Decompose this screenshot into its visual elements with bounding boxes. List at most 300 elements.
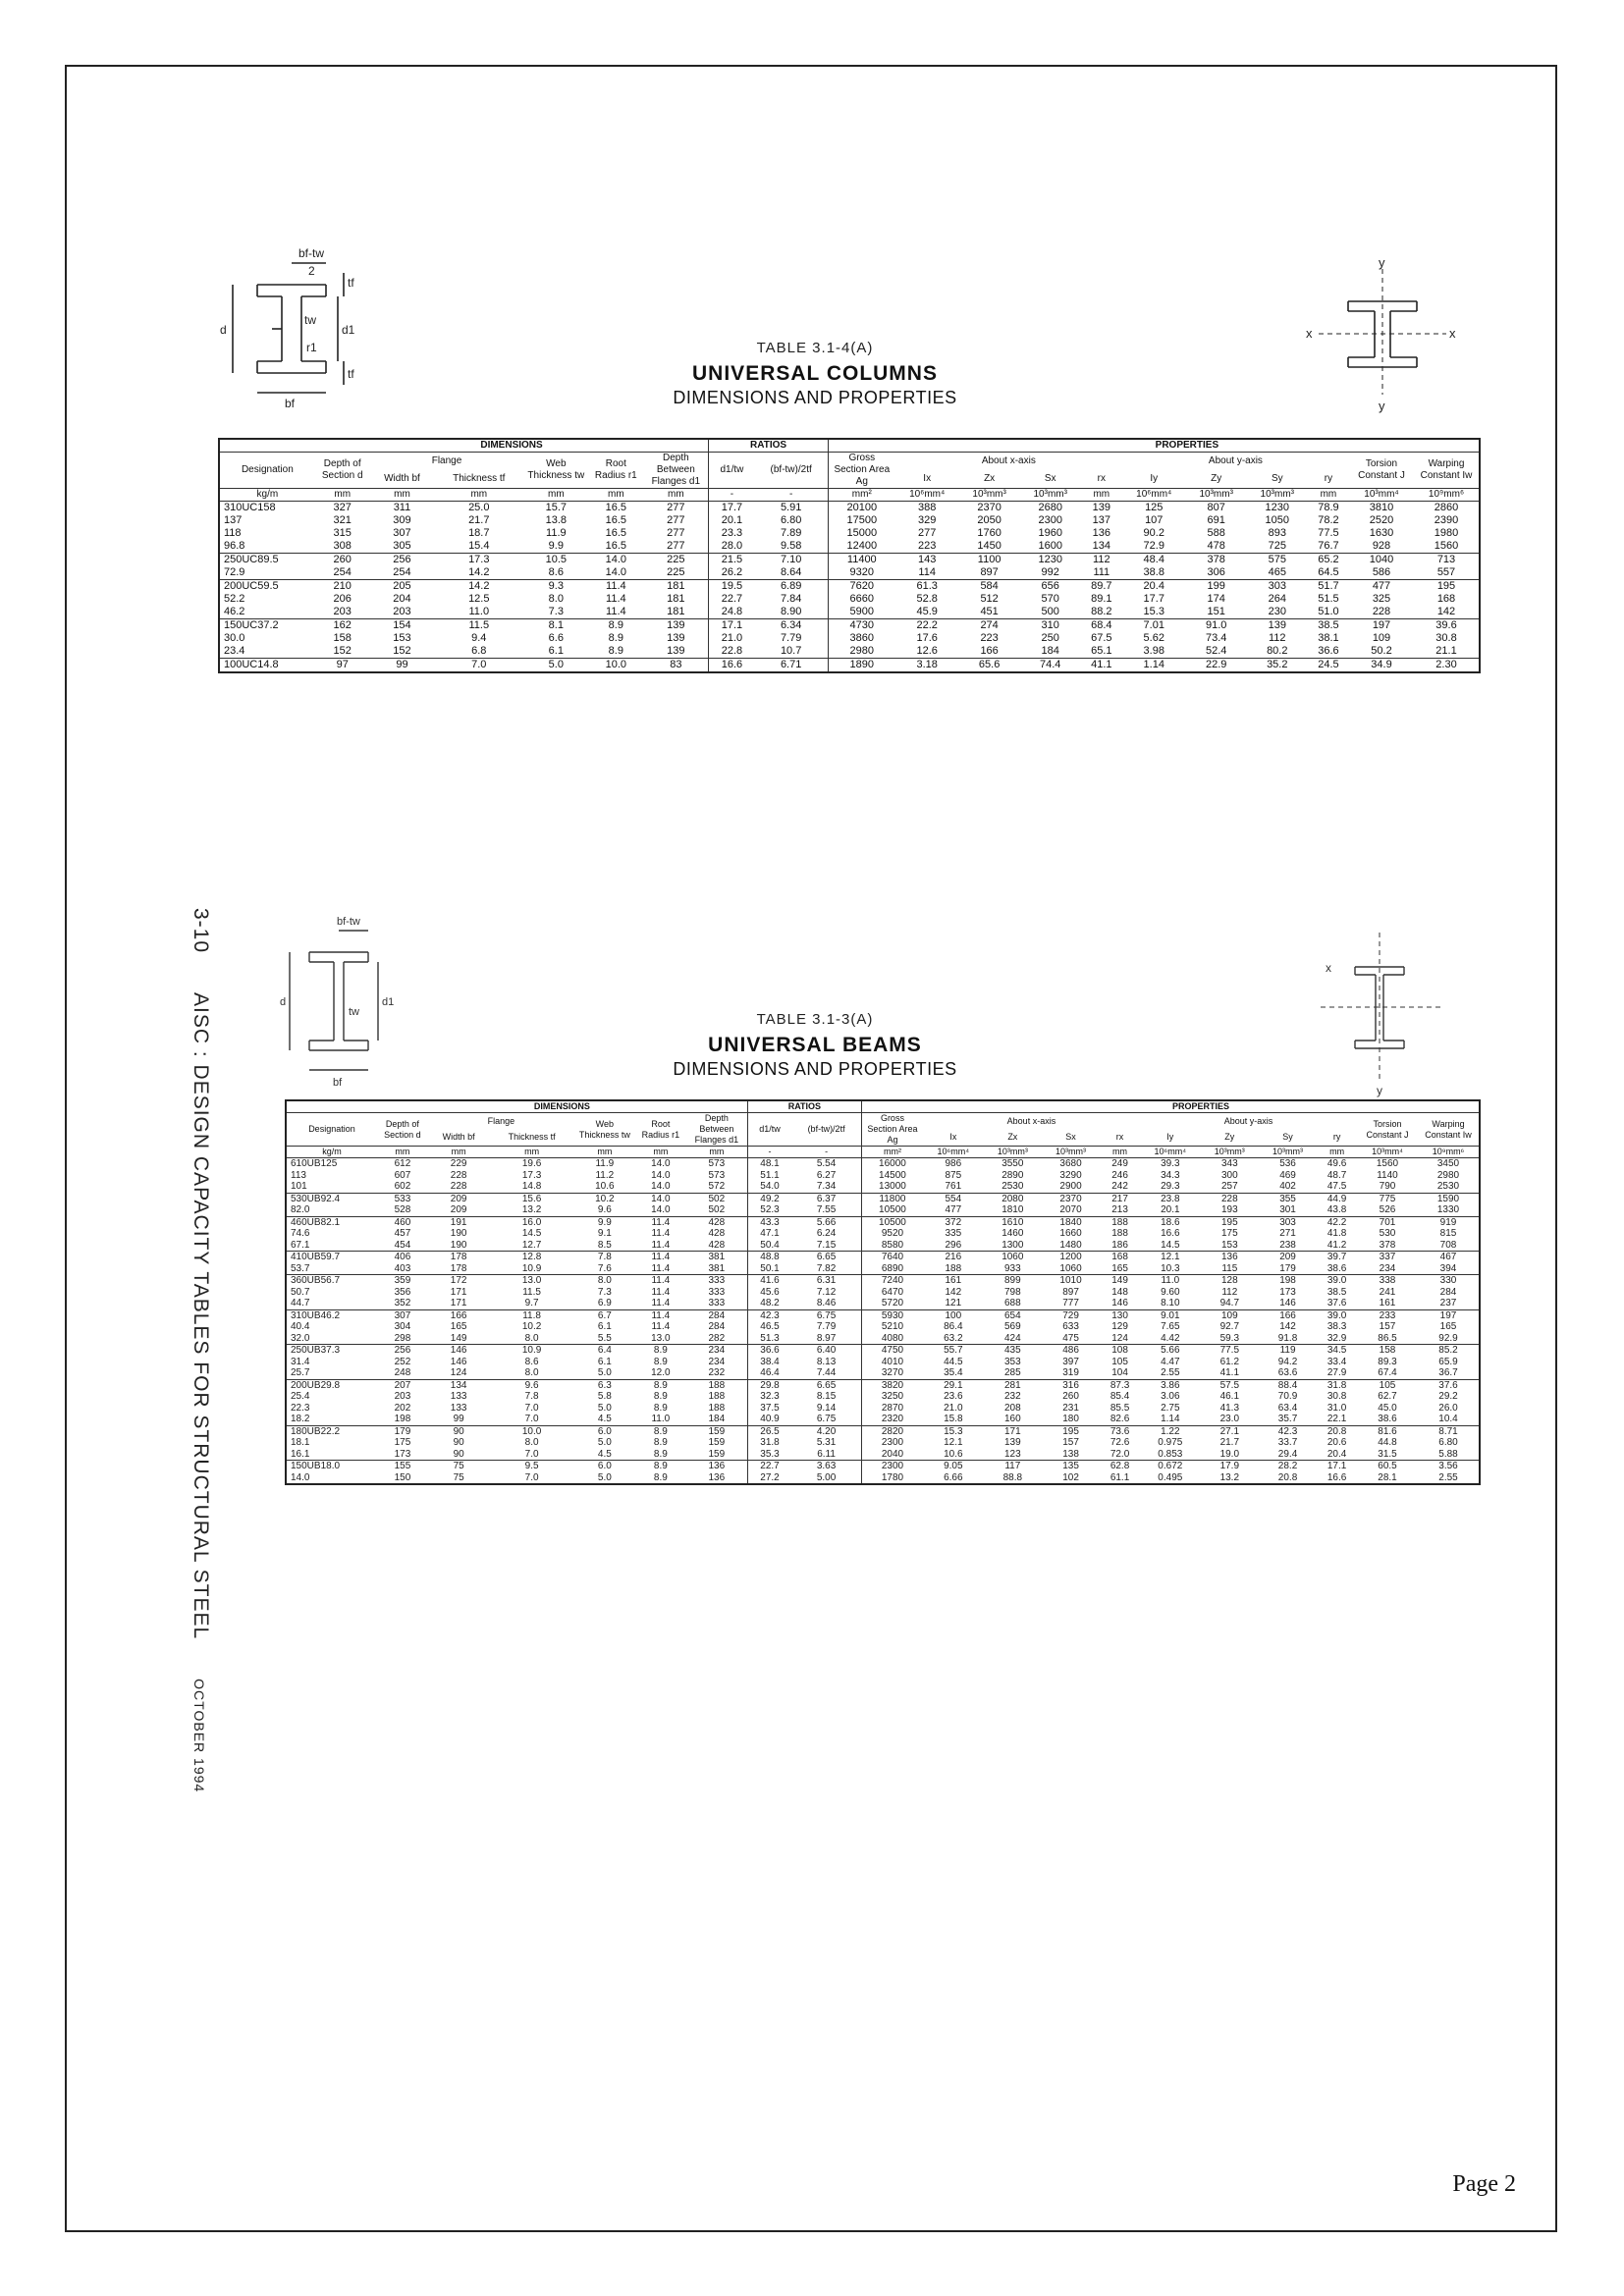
columns-value-cell: 277 [918, 527, 937, 539]
beams-value-cell: 188 [708, 1391, 726, 1402]
beams-value-cell: 175 [1220, 1228, 1238, 1239]
beams-designation-cell: 310UB46.2 [286, 1309, 377, 1321]
beams-value-cell: 5.0 [597, 1471, 612, 1483]
header-width: Width bf [384, 473, 420, 484]
beams-designation-cell: 67.1 [291, 1239, 310, 1251]
beams-value-cell: 6.80 [1438, 1437, 1458, 1448]
beams-value-cell: 44.9 [1317, 1193, 1357, 1204]
beam-header-about-x: About x-axis [1006, 1115, 1056, 1126]
header-between: Depth Between Flanges d1 [651, 453, 701, 487]
beams-value-cell: 50.4 [747, 1240, 791, 1252]
beams-value-cell: 1010 [1042, 1275, 1100, 1287]
beams-value-cell: 234 [708, 1356, 726, 1367]
beams-value-cell: 10.2 [574, 1193, 635, 1204]
beams-value-cell: 90 [453, 1437, 464, 1448]
beams-value-cell: 10.2 [521, 1321, 542, 1332]
beams-value-cell: 41.6 [747, 1275, 791, 1287]
columns-value-cell: 112 [1269, 632, 1286, 644]
beams-value-cell: 94.2 [1277, 1356, 1298, 1367]
beams-value-cell: 44.8 [1378, 1437, 1397, 1448]
columns-unit-cell: mm [588, 489, 643, 502]
columns-value-cell: 254 [393, 566, 411, 578]
beams-unit-cell: mm [574, 1147, 635, 1158]
beams-value-cell: 397 [1062, 1356, 1079, 1367]
beams-designation-cell: 31.4 [291, 1356, 310, 1367]
beams-value-cell: 20.8 [1317, 1425, 1357, 1437]
beams-table-body [286, 1158, 1480, 1485]
beams-value-cell: 428 [686, 1216, 748, 1228]
beams-value-cell: 6.75 [816, 1414, 837, 1424]
beams-designation-cell: 113 [291, 1169, 306, 1181]
beams-value-cell: 85.4 [1110, 1391, 1130, 1402]
beams-value-cell: 232 [1003, 1391, 1021, 1402]
beams-value-cell: 233 [1357, 1309, 1418, 1321]
beams-value-cell: 171 [450, 1298, 467, 1308]
columns-row [219, 632, 1480, 645]
columns-row [219, 659, 1480, 673]
columns-value-cell: 223 [980, 632, 999, 644]
beams-value-cell: 406 [377, 1252, 428, 1263]
beams-value-cell: 11.4 [635, 1252, 686, 1263]
columns-value-cell: 306 [1207, 566, 1225, 578]
beams-row [286, 1263, 1480, 1275]
beams-value-cell: 2.55 [1161, 1367, 1180, 1378]
columns-value-cell: 38.1 [1318, 632, 1339, 644]
columns-value-cell: 588 [1207, 527, 1225, 539]
beams-unit-cell: mm [1100, 1147, 1140, 1158]
beam-header-between: Depth Between Flanges d1 [694, 1113, 739, 1145]
beams-value-cell: 260 [1062, 1391, 1079, 1402]
columns-designation-cell: 100UC14.8 [219, 659, 315, 673]
beams-value-cell: 4.5 [597, 1414, 612, 1424]
beams-value-cell: 257 [1220, 1181, 1238, 1192]
columns-value-cell: 5900 [828, 606, 895, 619]
columns-value-cell: 136 [1092, 527, 1110, 539]
beams-value-cell: 4.5 [597, 1448, 612, 1460]
beams-value-cell: 124 [1111, 1332, 1128, 1344]
columns-value-cell: 39.6 [1414, 619, 1480, 633]
columns-value-cell: 309 [393, 514, 411, 526]
beams-value-cell: 7640 [861, 1252, 923, 1263]
columns-value-cell: 6.6 [548, 632, 564, 644]
columns-value-cell: 225 [667, 566, 685, 578]
beams-designation-cell: 200UB29.8 [286, 1379, 377, 1391]
columns-unit-cell: 10³mm³ [1247, 489, 1308, 502]
beams-value-cell: 1610 [984, 1216, 1042, 1228]
beams-value-cell: 8.6 [524, 1356, 539, 1367]
beams-value-cell: 48.2 [747, 1298, 791, 1309]
beams-designation-cell: 101 [291, 1181, 307, 1192]
header-flange: Flange [431, 455, 462, 466]
beams-unit-cell: 10⁹mm⁶ [1418, 1147, 1480, 1158]
columns-row [219, 540, 1480, 554]
beams-value-cell: 7.3 [597, 1286, 612, 1298]
columns-value-cell: 477 [1349, 580, 1414, 594]
beams-value-cell: 238 [1279, 1239, 1296, 1251]
beams-value-cell: 136 [686, 1461, 748, 1472]
beams-value-cell: 39.0 [1317, 1275, 1357, 1287]
beams-value-cell: 6.65 [791, 1252, 861, 1263]
beams-value-cell: 209 [428, 1193, 489, 1204]
beams-value-cell: 179 [377, 1425, 428, 1437]
beams-value-cell: 40.9 [747, 1414, 791, 1425]
columns-value-cell: 6660 [828, 593, 895, 606]
beams-unit-cell: mm [686, 1147, 748, 1158]
beams-value-cell: 248 [394, 1367, 411, 1378]
beams-value-cell: 193 [1220, 1204, 1238, 1215]
columns-value-cell: 570 [1041, 593, 1059, 605]
columns-value-cell: 34.9 [1349, 659, 1414, 673]
beams-value-cell: 729 [1042, 1309, 1100, 1321]
beams-unit-cell: 10⁶mm⁴ [923, 1147, 984, 1158]
beams-value-cell: 2300 [861, 1437, 923, 1449]
beams-value-cell: 16.6 [1161, 1228, 1180, 1239]
beam-axis-label-y: y [1377, 1084, 1382, 1097]
columns-value-cell: 277 [667, 527, 685, 539]
columns-value-cell: 99 [370, 659, 435, 673]
columns-value-cell: 16.5 [605, 514, 627, 526]
beam-axis-label-x: x [1326, 961, 1331, 975]
beams-value-cell: 61.2 [1219, 1356, 1240, 1367]
beams-value-cell: 63.4 [1277, 1402, 1298, 1414]
beam-axes-diagram [1306, 923, 1453, 1099]
columns-value-cell: 64.5 [1318, 566, 1339, 578]
beams-value-cell: 457 [394, 1228, 411, 1239]
beams-value-cell: 761 [945, 1181, 962, 1192]
beams-value-cell: 7.0 [524, 1414, 539, 1424]
columns-value-cell: 14.2 [434, 580, 523, 594]
header-designation: Designation [241, 464, 294, 475]
beams-value-cell: 607 [394, 1169, 411, 1181]
columns-value-cell: 512 [980, 593, 999, 605]
beam-header-thickness: Thickness tf [508, 1132, 556, 1143]
columns-value-cell: 20.1 [709, 514, 755, 527]
beams-value-cell: 73.6 [1100, 1425, 1140, 1437]
columns-unit-cell: mm [1081, 489, 1122, 502]
beams-value-cell: 1140 [1377, 1169, 1398, 1181]
beams-value-cell: 330 [1418, 1275, 1480, 1287]
columns-unit-cell: mm [1308, 489, 1349, 502]
columns-value-cell: 181 [643, 580, 709, 594]
beams-value-cell: 359 [377, 1275, 428, 1287]
columns-value-cell: 451 [980, 606, 999, 617]
beams-value-cell: 173 [394, 1448, 411, 1460]
beams-value-cell: 9.05 [923, 1461, 984, 1472]
columns-value-cell: 6.89 [755, 580, 829, 594]
beam-header-torsion: Torsion Constant J [1366, 1118, 1409, 1140]
beams-value-cell: 171 [984, 1425, 1042, 1437]
beams-value-cell: 37.6 [1418, 1379, 1480, 1391]
beams-value-cell: 5.5 [597, 1332, 612, 1344]
beams-value-cell: 316 [1042, 1379, 1100, 1391]
beams-value-cell: 157 [1062, 1437, 1079, 1448]
beams-row [286, 1287, 1480, 1299]
columns-value-cell: 8.6 [548, 566, 564, 578]
columns-row [219, 566, 1480, 580]
beams-value-cell: 337 [1357, 1252, 1418, 1263]
beams-value-cell: 4010 [861, 1357, 923, 1368]
beams-value-cell: 4750 [861, 1345, 923, 1357]
columns-value-cell: 230 [1268, 606, 1286, 617]
columns-value-cell: 22.2 [895, 619, 959, 633]
beams-value-cell: 119 [1259, 1345, 1317, 1357]
beams-value-cell: 31.5 [1378, 1448, 1397, 1460]
columns-value-cell: 65.1 [1091, 645, 1112, 657]
beams-value-cell: 7.6 [597, 1262, 612, 1274]
beams-value-cell: 3.56 [1418, 1461, 1480, 1472]
columns-value-cell: 6.34 [755, 619, 829, 633]
columns-designation-cell: 30.0 [224, 632, 245, 644]
columns-value-cell: 225 [643, 554, 709, 567]
beams-row [286, 1414, 1480, 1425]
beams-value-cell: 47.5 [1326, 1181, 1347, 1192]
columns-value-cell: 310 [1020, 619, 1081, 633]
beams-value-cell: 198 [394, 1414, 411, 1424]
columns-value-cell: 321 [333, 514, 352, 526]
columns-value-cell: 52.8 [916, 593, 938, 605]
beam-dim-label-bf: bf [333, 1077, 343, 1089]
beams-value-cell: 19.0 [1219, 1448, 1240, 1460]
columns-value-cell: 107 [1145, 514, 1164, 526]
beams-subtitle: DIMENSIONS AND PROPERTIES [673, 1059, 957, 1079]
columns-value-cell: 893 [1268, 527, 1286, 539]
beams-value-cell: 38.4 [747, 1357, 791, 1368]
beams-value-cell: 502 [708, 1204, 726, 1215]
columns-value-cell: 50.2 [1371, 645, 1392, 657]
beams-value-cell: 8.46 [816, 1298, 837, 1308]
beams-value-cell: 353 [1003, 1356, 1021, 1367]
beams-value-cell: 179 [1279, 1262, 1296, 1274]
beams-value-cell: 46.1 [1219, 1391, 1240, 1402]
beams-value-cell: 59.3 [1219, 1332, 1240, 1344]
columns-value-cell: 7620 [828, 580, 895, 594]
beams-value-cell: 6.1 [597, 1321, 612, 1332]
beams-value-cell: 190 [450, 1228, 467, 1239]
columns-value-cell: 22.7 [709, 593, 755, 606]
columns-value-cell: 80.2 [1267, 645, 1288, 657]
beams-value-cell: 72.6 [1110, 1437, 1130, 1448]
beams-value-cell: 3.06 [1161, 1391, 1180, 1402]
beams-value-cell: 85.5 [1110, 1402, 1130, 1414]
beams-value-cell: 130 [1100, 1309, 1140, 1321]
beams-value-cell: 136 [708, 1471, 726, 1483]
header-spacer-2 [828, 439, 895, 453]
beams-value-cell: 35.3 [747, 1449, 791, 1461]
columns-value-cell: 197 [1349, 619, 1414, 633]
columns-value-cell: 4730 [828, 619, 895, 633]
beams-value-cell: 282 [708, 1332, 726, 1344]
beam-header-zy: Zy [1224, 1132, 1235, 1143]
beams-value-cell: 124 [450, 1367, 467, 1378]
columns-value-cell: 76.7 [1318, 540, 1339, 552]
columns-value-cell: 204 [393, 593, 411, 605]
beams-value-cell: 536 [1279, 1158, 1296, 1169]
columns-value-cell: 109 [1372, 632, 1391, 644]
beams-value-cell: 14.0 [651, 1169, 671, 1181]
beams-value-cell: 38.6 [1326, 1262, 1347, 1274]
columns-value-cell: 91.0 [1186, 619, 1247, 633]
columns-value-cell: 78.9 [1318, 502, 1339, 513]
beams-value-cell: 9.6 [489, 1379, 573, 1391]
beams-designation-cell: 40.4 [291, 1321, 310, 1332]
beams-value-cell: 15.6 [489, 1193, 573, 1204]
beams-designation-cell: 180UB22.2 [286, 1425, 377, 1437]
beams-value-cell: 65.9 [1438, 1356, 1458, 1367]
columns-unit-cell: 10³mm³ [1186, 489, 1247, 502]
header-dimensions: DIMENSIONS [315, 439, 709, 453]
columns-designation-cell: 310UC158 [224, 502, 276, 513]
beams-value-cell: 23.8 [1140, 1193, 1201, 1204]
columns-unit-cell: kg/m [219, 489, 315, 502]
columns-value-cell: 151 [1207, 606, 1225, 617]
beams-value-cell: 89.3 [1378, 1356, 1397, 1367]
column-section-diagram [218, 236, 395, 432]
beam-header-area: Gross Section Area Ag [861, 1113, 923, 1147]
columns-value-cell: 15.4 [468, 540, 490, 552]
beams-value-cell: 188 [945, 1262, 962, 1274]
columns-value-cell: 8.9 [608, 645, 623, 657]
beams-value-cell: 11800 [861, 1193, 923, 1204]
beams-value-cell: 533 [377, 1193, 428, 1204]
beams-value-cell: 160 [1003, 1414, 1021, 1424]
beams-value-cell: 12.8 [489, 1252, 573, 1263]
columns-units-row [219, 489, 1480, 502]
beams-value-cell: 197 [1418, 1309, 1480, 1321]
beams-value-cell: 86.4 [944, 1321, 963, 1332]
beams-value-cell: 3270 [861, 1367, 923, 1379]
columns-value-cell: 9.3 [523, 580, 588, 594]
beams-value-cell: 1.14 [1161, 1414, 1180, 1424]
beams-value-cell: 2320 [861, 1414, 923, 1425]
beams-value-cell: 18.6 [1140, 1216, 1201, 1228]
columns-value-cell: 897 [980, 566, 999, 578]
beams-value-cell: 2370 [1042, 1193, 1100, 1204]
beams-value-cell: 6.24 [816, 1228, 837, 1239]
columns-value-cell: 1450 [977, 540, 1001, 552]
beams-value-cell: 343 [1220, 1158, 1238, 1169]
beams-value-cell: 6.3 [574, 1379, 635, 1391]
beams-value-cell: 9.1 [597, 1228, 612, 1239]
beams-value-cell: 178 [450, 1262, 467, 1274]
beams-value-cell: 42.2 [1317, 1216, 1357, 1228]
columns-value-cell: 7.89 [780, 527, 802, 539]
beams-value-cell: 32.9 [1326, 1332, 1347, 1344]
beams-value-cell: 41.2 [1326, 1239, 1347, 1251]
beams-value-cell: 7.44 [816, 1367, 837, 1378]
columns-value-cell: 137 [1092, 514, 1110, 526]
columns-value-cell: 16.5 [605, 502, 627, 513]
columns-value-cell: 274 [959, 619, 1020, 633]
beams-value-cell: 5720 [861, 1298, 923, 1309]
columns-value-cell: 139 [667, 632, 685, 644]
beams-value-cell: 146 [450, 1356, 467, 1367]
columns-value-cell: 7.10 [755, 554, 829, 567]
beams-value-cell: 43.3 [747, 1216, 791, 1228]
beams-unit-cell: mm [1317, 1147, 1357, 1158]
beams-value-cell: 790 [1379, 1181, 1396, 1192]
columns-value-cell: 10.5 [523, 554, 588, 567]
beams-designation-cell: 50.7 [291, 1286, 310, 1298]
columns-value-cell: 14.2 [468, 566, 490, 578]
beams-row [286, 1204, 1480, 1216]
beams-value-cell: 27.9 [1326, 1367, 1347, 1378]
columns-value-cell: 3810 [1369, 502, 1394, 513]
beams-value-cell: 77.5 [1201, 1345, 1259, 1357]
columns-value-cell: 21.0 [709, 632, 755, 645]
beams-value-cell: 208 [1003, 1402, 1021, 1414]
beams-value-cell: 10.6 [595, 1181, 615, 1192]
columns-value-cell: 139 [1092, 502, 1110, 513]
beams-unit-cell: mm [377, 1147, 428, 1158]
columns-value-cell: 315 [333, 527, 352, 539]
beams-value-cell: 229 [450, 1158, 467, 1169]
beams-value-cell: 3550 [1001, 1158, 1024, 1169]
beam-header-rx: rx [1115, 1132, 1124, 1143]
beams-value-cell: 8.13 [816, 1356, 837, 1367]
beams-value-cell: 3450 [1436, 1158, 1460, 1169]
beams-value-cell: 241 [1379, 1286, 1396, 1298]
beams-value-cell: 10.9 [521, 1262, 542, 1274]
columns-value-cell: 111 [1093, 566, 1110, 578]
columns-value-cell: 308 [333, 540, 352, 552]
beams-value-cell: 986 [945, 1158, 962, 1169]
beams-value-cell: 933 [1003, 1262, 1021, 1274]
columns-value-cell: 307 [393, 527, 411, 539]
columns-value-cell: 7.01 [1122, 619, 1186, 633]
columns-value-cell: 114 [918, 566, 936, 578]
beams-value-cell: 26.5 [747, 1425, 791, 1437]
beams-value-cell: 9.01 [1140, 1309, 1201, 1321]
beams-value-cell: 22.7 [747, 1461, 791, 1472]
columns-value-cell: 465 [1268, 566, 1286, 578]
columns-value-cell: 21.7 [468, 514, 490, 526]
beams-value-cell: 428 [708, 1239, 726, 1251]
beams-value-cell: 8.9 [653, 1471, 668, 1483]
header-iy: Iy [1150, 473, 1159, 484]
beams-designation-cell: 460UB82.1 [286, 1216, 377, 1228]
beams-value-cell: 12.1 [1140, 1252, 1201, 1263]
columns-value-cell: 1630 [1369, 527, 1394, 539]
beams-value-cell: 90 [428, 1425, 489, 1437]
beams-value-cell: 234 [1379, 1262, 1396, 1274]
columns-value-cell: 158 [333, 632, 352, 644]
beams-value-cell: 4080 [861, 1333, 923, 1345]
beams-value-cell: 1560 [1376, 1158, 1399, 1169]
beams-value-cell: 8580 [861, 1240, 923, 1252]
beams-value-cell: 39.7 [1317, 1252, 1357, 1263]
columns-value-cell: 656 [1020, 580, 1081, 594]
beams-designation-cell: 610UB125 [291, 1158, 338, 1169]
beams-value-cell: 307 [377, 1309, 428, 1321]
page-number: Page 2 [1452, 2171, 1516, 2197]
columns-value-cell: 152 [333, 645, 352, 657]
columns-value-cell: 277 [667, 502, 685, 513]
columns-unit-cell: 10⁶mm⁴ [1122, 489, 1186, 502]
beams-value-cell: 5.66 [1140, 1345, 1201, 1357]
beams-value-cell: 88.4 [1259, 1379, 1317, 1391]
beams-value-cell: 139 [1003, 1437, 1021, 1448]
beams-value-cell: 22.1 [1326, 1414, 1347, 1424]
beams-value-cell: 10.4 [1438, 1414, 1458, 1424]
columns-row [219, 645, 1480, 659]
beams-value-cell: 57.5 [1201, 1379, 1259, 1391]
beams-value-cell: 11.0 [1140, 1275, 1201, 1287]
columns-value-cell: 16.5 [605, 540, 627, 552]
columns-value-cell: 992 [1041, 566, 1059, 578]
columns-value-cell: 152 [393, 645, 411, 657]
columns-value-cell: 1.14 [1122, 659, 1186, 673]
beams-units-row [286, 1147, 1480, 1158]
